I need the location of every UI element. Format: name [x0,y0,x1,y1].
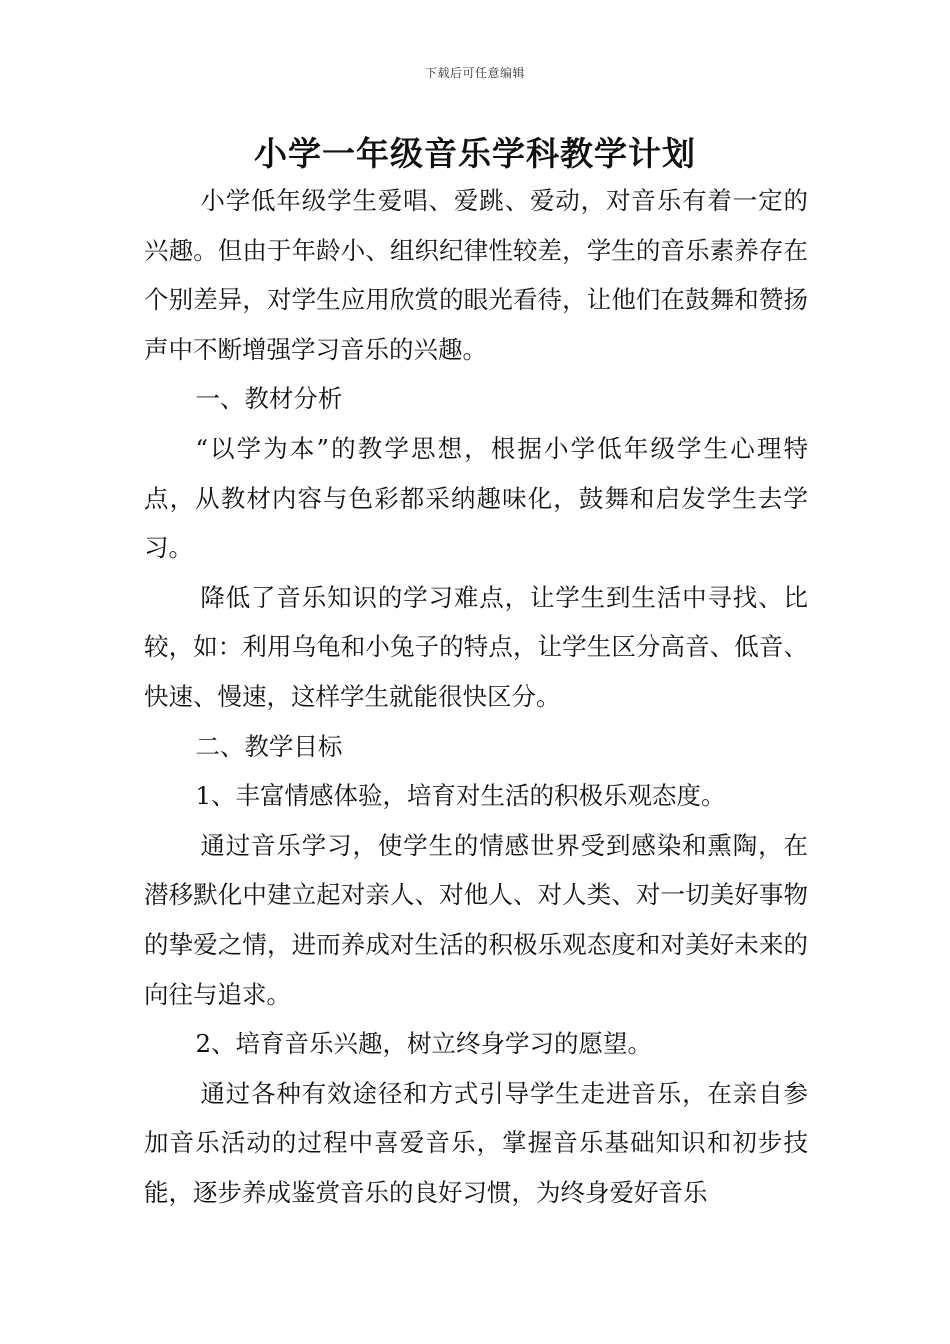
textbook-paragraph-1: “以学为本”的教学思想，根据小学低年级学生心理特点，从教材内容与色彩都采纳趣味化，鼓舞和启发学生去学习。 [144,433,808,563]
header-note: 下载后可任意编辑 [424,66,525,80]
textbook-paragraph-2: 降低了音乐知识的学习难点，让学生到生活中寻找、比较，如：利用乌龟和小兔子的特点，让学生区分高音、低音、快速、慢速，这样学生就能很快区分。 [144,582,808,711]
goal-paragraph-1: 通过音乐学习，使学生的情感世界受到感染和熏陶，在潜移默化中建立起对亲人、对他人、对人类、对一切美好事物的挚爱之情，进而养成对生活的积极乐观态度和对美好未来的向往与追求。 [144,830,808,1009]
document-title: 小学一年级音乐学科教学计划 [254,134,696,173]
document-body [144,176,808,1217]
section-heading-teaching-goals: 二、教学目标 [195,731,343,761]
goal-paragraph-2: 通过各种有效途径和方式引导学生走进音乐，在亲自参加音乐活动的过程中喜爱音乐，掌握音乐基础知识和初步技能，逐步养成鉴赏音乐的良好习惯，为终身爱好音乐 [144,1078,808,1207]
goal-heading-2: 2、培育音乐兴趣，树立终身学习的愿望。 [195,1029,653,1059]
intro-paragraph: 小学低年级学生爱唱、爱跳、爱动，对音乐有着一定的兴趣。但由于年龄小、组织纪律性较差，学生的音乐素养存在个别差异，对学生应用欣赏的眼光看待，让他们在鼓舞和赞扬声中不断增强学习音乐的兴趣。 [144,186,808,364]
section-heading-textbook-analysis: 一、教材分析 [195,384,343,414]
goal-heading-1: 1、丰富情感体验，培育对生活的积极乐观态度。 [195,781,726,811]
